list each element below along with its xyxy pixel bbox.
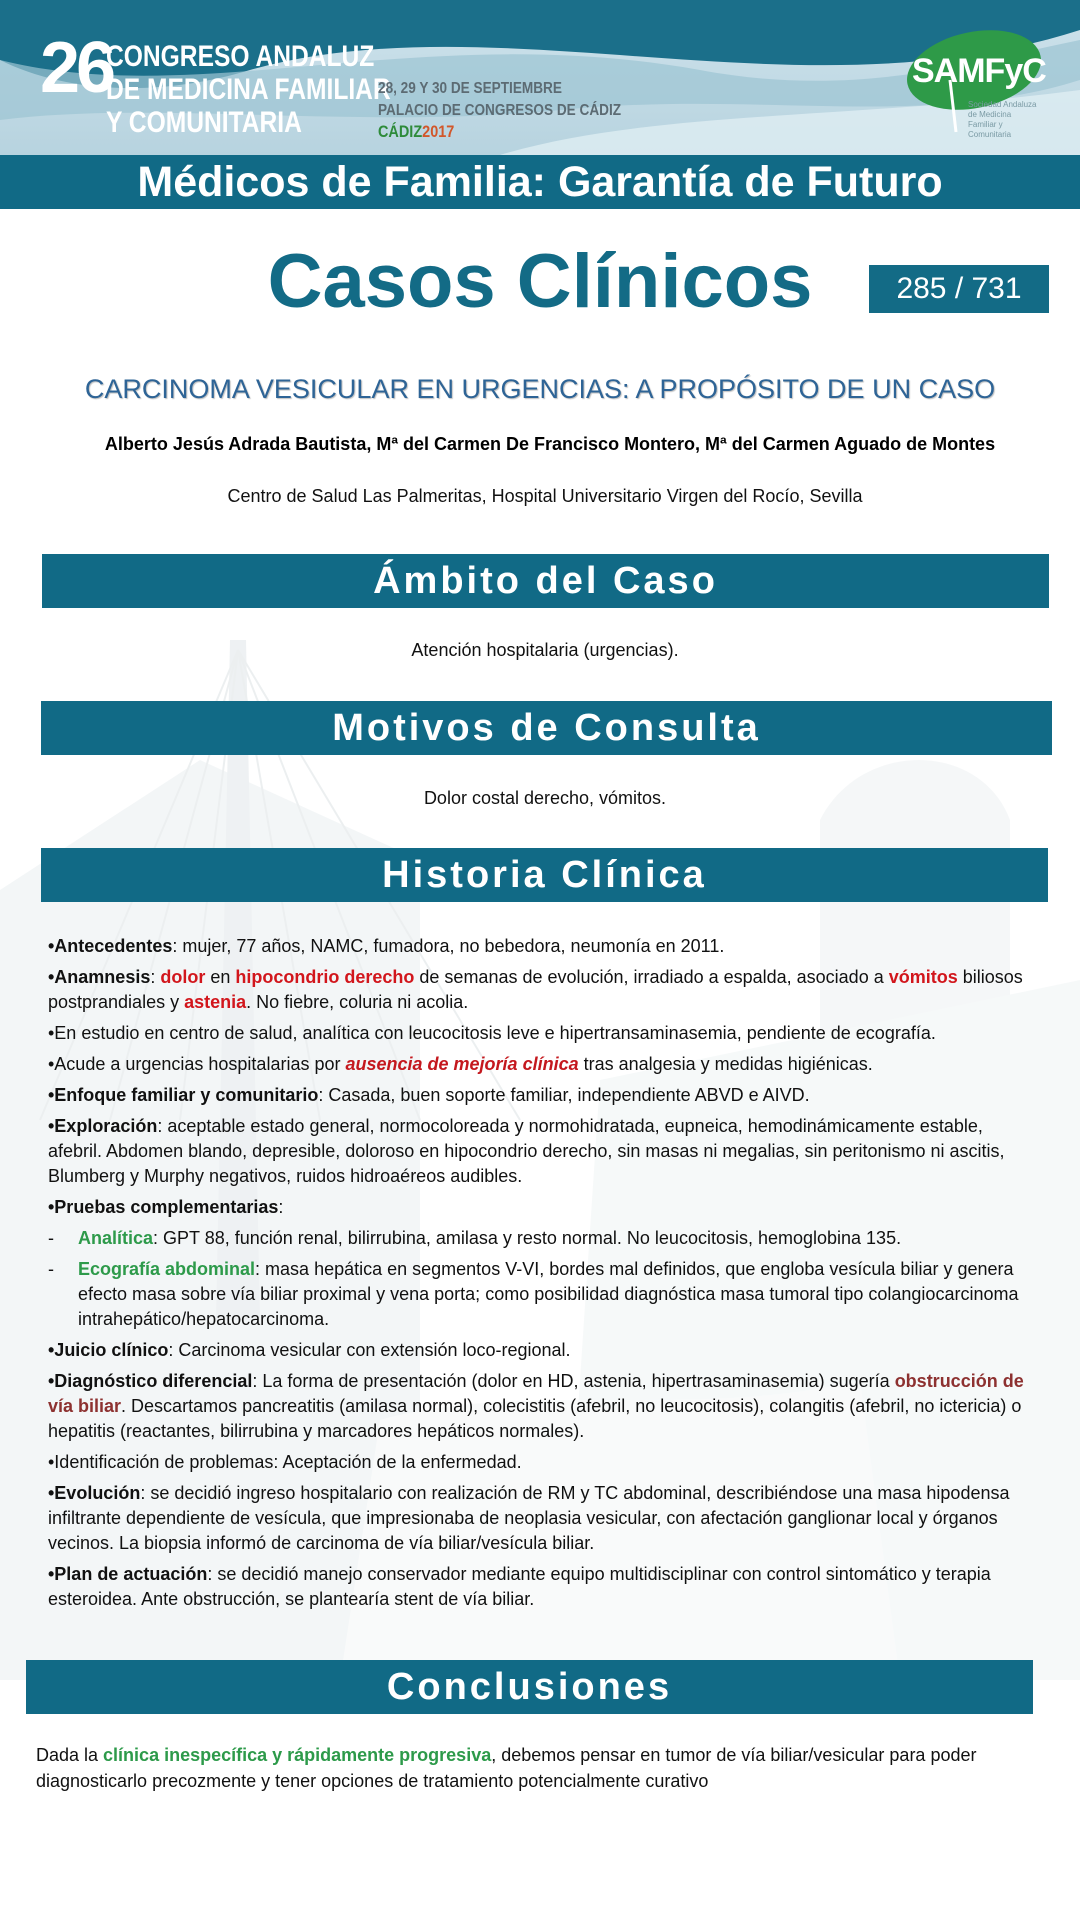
para-text: . No fiebre, coluria ni acolia.: [246, 992, 469, 1012]
para-label: •Plan de actuación: [48, 1564, 208, 1584]
banner-slogan: Médicos de Familia: Garantía de Futuro: [137, 158, 943, 206]
juicio-paragraph: [48, 1338, 1038, 1363]
para-text: de semanas de evolución, irradiado a espalda, asociado a: [414, 967, 889, 987]
anamnesis-paragraph: [48, 965, 1038, 1015]
para-label: Analítica: [78, 1228, 154, 1248]
venue-line: PALACIO DE CONGRESOS DE CÁDIZ: [378, 102, 622, 119]
motivos-text: Dolor costal derecho, vómitos.: [423, 788, 667, 808]
paper-title: CARCINOMA VESICULAR EN URGENCIAS: A PROPÓSITO DE UN CASO: [84, 374, 996, 404]
para-label: •Pruebas complementarias: [48, 1197, 279, 1217]
para-text: tras analgesia y medidas higiénicas.: [578, 1054, 873, 1074]
para-text: : se decidió ingreso hospitalario con realización de RM y TC abdominal, describiéndose una masa hipodensa infiltrante dependiente de vesícula, que impresionaba de neoplasia vesicular, con afectación ganglionar local y órganos vecinos. La biopsia informó de carcinoma de vía biliar/vesícula biliar.: [48, 1483, 1010, 1553]
section-ambito-header: [42, 554, 1049, 608]
para-label: •Evolución: [48, 1483, 141, 1503]
para-text: :: [278, 1197, 284, 1217]
para-label: Ecografía abdominal: [78, 1259, 256, 1279]
diagnostico-paragraph: [48, 1369, 1038, 1444]
highlight-text: vómitos: [888, 967, 958, 987]
historia-body: [48, 934, 1038, 1618]
logo-text: SAMFyC: [912, 52, 1046, 90]
estudio-paragraph: •En estudio en centro de salud, analítica con leucocitosis leve e hipertransaminasemia, pendiente de ecografía.: [48, 1023, 936, 1043]
section-heading: Conclusiones: [386, 1666, 673, 1708]
para-label: •Enfoque familiar y comunitario: [48, 1085, 319, 1105]
para-text: : mujer, 77 años, NAMC, fumadora, no bebedora, neumonía en 2011.: [172, 936, 725, 956]
year-label: 2017: [422, 122, 455, 141]
page-title: Casos Clínicos: [267, 239, 813, 324]
para-text: : Carcinoma vesicular con extensión loco-regional.: [168, 1340, 571, 1360]
case-counter: 285 / 731: [869, 265, 1049, 313]
urgencias-paragraph: [48, 1052, 1038, 1077]
authors: Alberto Jesús Adrada Bautista, Mª del Carmen De Francisco Montero, Mª del Carmen Aguado de Montes: [104, 434, 996, 454]
city-year: [378, 122, 454, 142]
congress-title-line: DE MEDICINA FAMILIAR: [106, 73, 391, 106]
analitica-item: [48, 1226, 1038, 1251]
highlight-text: obstrucción de vía biliar: [48, 1371, 1024, 1416]
para-text: : masa hepática en segmentos V-VI, bordes mal definidos, que engloba vesícula biliar y genera efecto masa sobre vía biliar proximal y vena porta; como posibilidad diagnóstica masa tumoral tipo colangiocarcinoma intrahepático/hepatocarcinoma.: [78, 1259, 1019, 1329]
city-label: CÁDIZ: [378, 122, 423, 141]
para-text: biliosos postprandiales y: [48, 967, 1023, 1012]
para-text: : Casada, buen soporte familiar, independiente ABVD e AIVD.: [318, 1085, 810, 1105]
para-text: :: [150, 967, 161, 987]
highlight-text: ausencia de mejoría clínica: [345, 1054, 579, 1074]
para-label: •Anamnesis: [48, 967, 151, 987]
para-text: en: [205, 967, 236, 987]
plan-paragraph: [48, 1562, 1038, 1612]
congress-title-line: CONGRESO ANDALUZ: [106, 40, 375, 73]
pruebas-paragraph: [48, 1195, 1038, 1220]
section-historia-header: [41, 848, 1048, 902]
congress-title: [106, 40, 391, 139]
section-heading: Ámbito del Caso: [373, 560, 718, 602]
highlight-text: clínica inespecífica y rápidamente progresiva: [103, 1745, 492, 1765]
section-heading: Motivos de Consulta: [332, 707, 761, 749]
highlight-text: dolor: [160, 967, 206, 987]
highlight-text: hipocondrio derecho: [235, 967, 415, 987]
para-text: . Descartamos pancreatitis (amilasa normal), colecistitis (afebril, no leucocitosis), colangitis (afebril, no ictericia) o hepatitis (reactantes, bilirrubina y marcadores hepáticos normales).: [48, 1396, 1022, 1441]
para-text: : La forma de presentación (dolor en HD, astenia, hipertrasaminasemia) sugería: [252, 1371, 895, 1391]
congress-title-line: Y COMUNITARIA: [106, 106, 302, 139]
exploracion-paragraph: [48, 1114, 1038, 1189]
dash-bullet: -: [48, 1259, 54, 1279]
antecedentes-paragraph: [48, 934, 1038, 959]
highlight-text: astenia: [184, 992, 247, 1012]
ecografia-item: [48, 1257, 1038, 1332]
para-label: •Exploración: [48, 1116, 158, 1136]
dates-line: 28, 29 Y 30 DE SEPTIEMBRE: [378, 80, 562, 97]
dash-bullet: -: [48, 1228, 54, 1248]
para-label: •Juicio clínico: [48, 1340, 169, 1360]
para-label: •Antecedentes: [48, 936, 173, 956]
congress-header: [0, 0, 1080, 155]
para-text: , debemos pensar en tumor de vía biliar/vesicular para poder diagnosticarlo precozmente y tener opciones de tratamiento potencialmente curativo: [36, 1745, 977, 1791]
congress-number: 26: [40, 28, 113, 108]
problemas-paragraph: •Identificación de problemas: Aceptación de la enfermedad.: [48, 1452, 522, 1472]
section-heading: Historia Clínica: [382, 854, 707, 896]
conclusion-text: [36, 1742, 1046, 1794]
para-text: : aceptable estado general, normocoloreada y normohidratada, eupneica, hemodinámicamente estable, afebril. Abdomen blando, depresible, doloroso en hipocondrio derecho, sin masas ni megalias, sin peritonismo ni ascitis, Blumberg y Murphy negativos, ruidos hidroaéreos audibles.: [48, 1116, 1005, 1186]
para-text: Dada la: [36, 1745, 104, 1765]
para-text: : GPT 88, función renal, bilirrubina, amilasa y resto normal. No leucocitosis, hemoglobina 135.: [153, 1228, 902, 1248]
para-text: •Acude a urgencias hospitalarias por: [48, 1054, 346, 1074]
evolucion-paragraph: [48, 1481, 1038, 1556]
para-label: •Diagnóstico diferencial: [48, 1371, 253, 1391]
para-text: : se decidió manejo conservador mediante equipo multidisciplinar con control sintomático y terapia esteroidea. Ante obstrucción, se plantearía stent de vía biliar.: [48, 1564, 991, 1609]
logo-subtitle: Sociedad Andaluza de Medicina Familiar y Comunitaria: [968, 100, 1037, 139]
institution: Centro de Salud Las Palmeritas, Hospital Universitario Virgen del Rocío, Sevilla: [227, 486, 863, 506]
congress-dates: [378, 78, 621, 122]
section-conclusiones-header: [26, 1660, 1033, 1714]
section-motivos-header: [41, 701, 1052, 755]
ambito-text: Atención hospitalaria (urgencias).: [411, 640, 679, 660]
enfoque-paragraph: [48, 1083, 1038, 1108]
